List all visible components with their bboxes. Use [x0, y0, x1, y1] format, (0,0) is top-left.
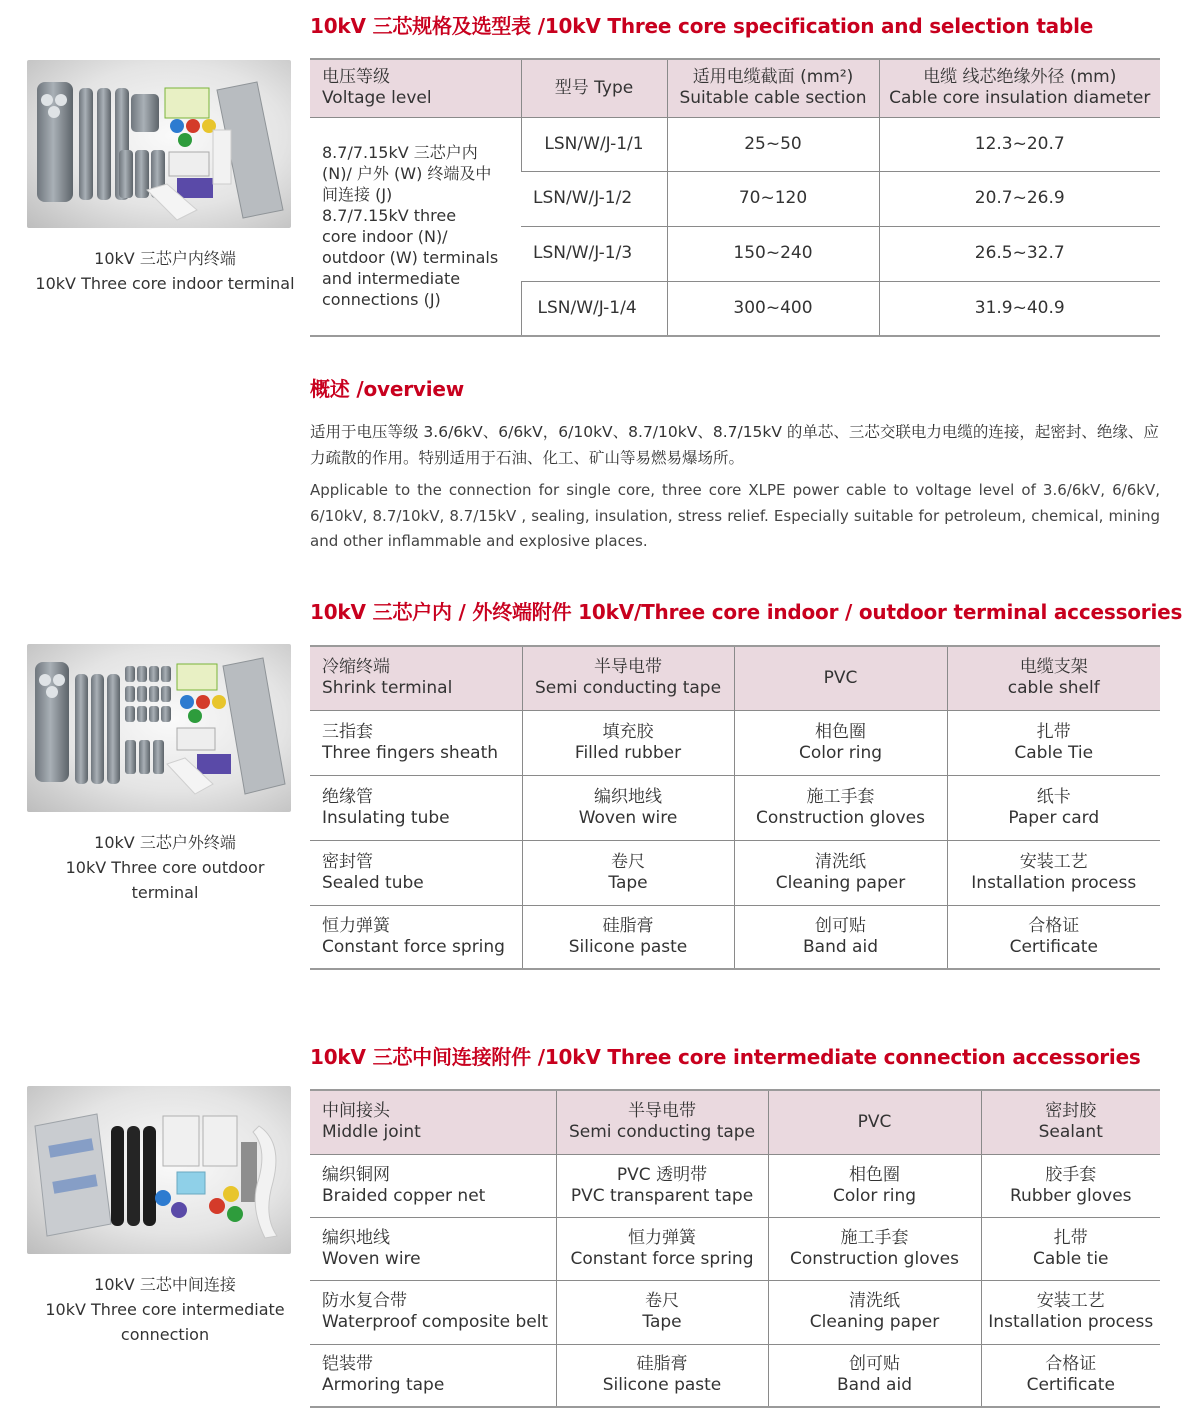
caption-en-cont: connection: [120, 1325, 210, 1344]
accessory-cell: 硅脂膏 Silicone paste: [522, 905, 734, 969]
accessory-cell: 编织地线 Woven wire: [522, 775, 734, 840]
indoor-terminal-photo: [27, 60, 291, 228]
section-cell: 150~240: [667, 226, 879, 281]
spec-section-title: 10kV 三芯规格及选型表 /10kV Three core specification and selection table: [310, 14, 1094, 38]
caption-zh: 10kV 三芯中间连接: [94, 1275, 236, 1294]
accessory-cell: PVC 透明带 PVC transparent tape: [556, 1154, 768, 1217]
type-cell: LSN/W/J-1/2: [521, 171, 667, 226]
overview-text-en: Applicable to the connection for single core, three core XLPE power cable to voltage level of 3.6/6kV, 6/6kV, 6/10kV, 8.7/10kV, 8.7/15kV , sealing, insulation, stress relief. Especially suitable for petroleum, chemical, mining and other inflammable and explosive places.: [310, 481, 1160, 550]
accessory-cell: 硅脂膏 Silicone paste: [556, 1344, 768, 1407]
accessory-cell: 卷尺 Tape: [556, 1280, 768, 1344]
accessory-cell: 恒力弹簧 Constant force spring: [310, 905, 522, 969]
section-cell: 70~120: [667, 171, 879, 226]
accessory-cell: 纸卡 Paper card: [947, 775, 1160, 840]
caption-en: 10kV Three core outdoor: [65, 858, 265, 877]
accessory-cell: 卷尺 Tape: [522, 840, 734, 905]
overview-text-zh: 适用于电压等级 3.6/6kV、6/6kV，6/10kV、8.7/10kV、8.7/15kV 的单芯、三芯交联电力电缆的连接，起密封、绝缘、应力疏散的作用。特别适用于石油、化工、矿山等易燃易爆场所。: [310, 423, 1159, 467]
header-sealant: 密封胶 Sealant: [981, 1090, 1160, 1154]
intermediate-connection-kit-image: [27, 1086, 291, 1254]
accessory-cell: 编织铜网 Braided copper net: [310, 1154, 556, 1217]
accessory-cell: 合格证 Certificate: [947, 905, 1160, 969]
accessory-cell: 清洗纸 Cleaning paper: [768, 1280, 981, 1344]
terminal-section-title: 10kV 三芯户内 / 外终端附件 10kV/Three core indoor / outdoor terminal accessories: [310, 600, 1183, 624]
outdoor-terminal-kit-image: [27, 644, 291, 812]
joint-accessories-table: [310, 1089, 1160, 1408]
accessory-cell: 清洗纸 Cleaning paper: [734, 840, 947, 905]
accessory-cell: 密封管 Sealed tube: [310, 840, 522, 905]
caption-zh: 10kV 三芯户外终端: [94, 833, 236, 852]
accessory-cell: 施工手套 Construction gloves: [734, 775, 947, 840]
accessory-cell: 胶手套 Rubber gloves: [981, 1154, 1160, 1217]
accessory-cell: 创可贴 Band aid: [768, 1344, 981, 1407]
header-cable-shelf: 电缆支架 cable shelf: [947, 646, 1160, 710]
accessory-cell: 扎带 Cable tie: [981, 1217, 1160, 1280]
type-cell: LSN/W/J-1/3: [521, 226, 667, 281]
accessory-cell: 扎带 Cable Tie: [947, 710, 1160, 775]
accessory-cell: 绝缘管 Insulating tube: [310, 775, 522, 840]
section-cell: 25~50: [667, 117, 879, 171]
accessory-cell: 施工手套 Construction gloves: [768, 1217, 981, 1280]
header-pvc: PVC: [734, 646, 947, 710]
accessory-cell: 相色圈 Color ring: [768, 1154, 981, 1217]
accessory-cell: 相色圈 Color ring: [734, 710, 947, 775]
accessory-cell: 合格证 Certificate: [981, 1344, 1160, 1407]
header-type: 型号 Type: [521, 59, 667, 117]
diameter-cell: 20.7~26.9: [879, 171, 1160, 226]
accessory-cell: 三指套 Three fingers sheath: [310, 710, 522, 775]
diameter-cell: 31.9~40.9: [879, 281, 1160, 336]
indoor-terminal-caption: [20, 246, 310, 296]
header-pvc: PVC: [768, 1090, 981, 1154]
joint-section-title: 10kV 三芯中间连接附件 /10kV Three core intermediate connection accessories: [310, 1045, 1141, 1069]
terminal-accessories-table: [310, 645, 1160, 970]
accessory-cell: 安装工艺 Installation process: [947, 840, 1160, 905]
caption-zh: 10kV 三芯户内终端: [94, 249, 236, 268]
header-semi-tape: 半导电带 Semi conducting tape: [556, 1090, 768, 1154]
accessory-cell: 创可贴 Band aid: [734, 905, 947, 969]
header-section: 适用电缆截面 (mm²) Suitable cable section: [667, 59, 879, 117]
accessory-cell: 填充胶 Filled rubber: [522, 710, 734, 775]
caption-en: 10kV Three core indoor terminal: [35, 274, 295, 293]
outdoor-terminal-caption: [20, 830, 310, 905]
outdoor-terminal-photo: [27, 644, 291, 812]
header-semi-tape: 半导电带 Semi conducting tape: [522, 646, 734, 710]
accessory-cell: 恒力弹簧 Constant force spring: [556, 1217, 768, 1280]
header-middle-joint: 中间接头 Middle joint: [310, 1090, 556, 1154]
section-cell: 300~400: [667, 281, 879, 336]
intermediate-connection-photo: [27, 1086, 291, 1254]
spec-table: [310, 58, 1160, 337]
diameter-cell: 26.5~32.7: [879, 226, 1160, 281]
accessory-cell: 铠装带 Armoring tape: [310, 1344, 556, 1407]
type-cell: LSN/W/J-1/4: [521, 281, 667, 336]
accessory-cell: 编织地线 Woven wire: [310, 1217, 556, 1280]
accessory-cell: 防水复合带 Waterproof composite belt: [310, 1280, 556, 1344]
caption-en-cont: terminal: [131, 883, 199, 902]
intermediate-connection-caption: [20, 1272, 310, 1347]
header-shrink-terminal: 冷缩终端 Shrink terminal: [310, 646, 522, 710]
voltage-description: 8.7/7.15kV 三芯户内 (N)/ 户外 (W) 终端及中 间连接 (J) 8.7/7.15kV three core indoor (N)/ outdoor (W) terminals and intermediate connections (J): [310, 117, 521, 336]
overview-title: 概述 /overview: [310, 377, 465, 401]
caption-en: 10kV Three core intermediate: [45, 1300, 285, 1319]
type-cell: LSN/W/J-1/1: [521, 117, 667, 171]
header-diameter: 电缆 线芯绝缘外径 (mm) Cable core insulation diameter: [879, 59, 1160, 117]
accessory-cell: 安装工艺 Installation process: [981, 1280, 1160, 1344]
header-voltage: 电压等级 Voltage level: [310, 59, 521, 117]
diameter-cell: 12.3~20.7: [879, 117, 1160, 171]
indoor-terminal-kit-image: [27, 60, 291, 228]
